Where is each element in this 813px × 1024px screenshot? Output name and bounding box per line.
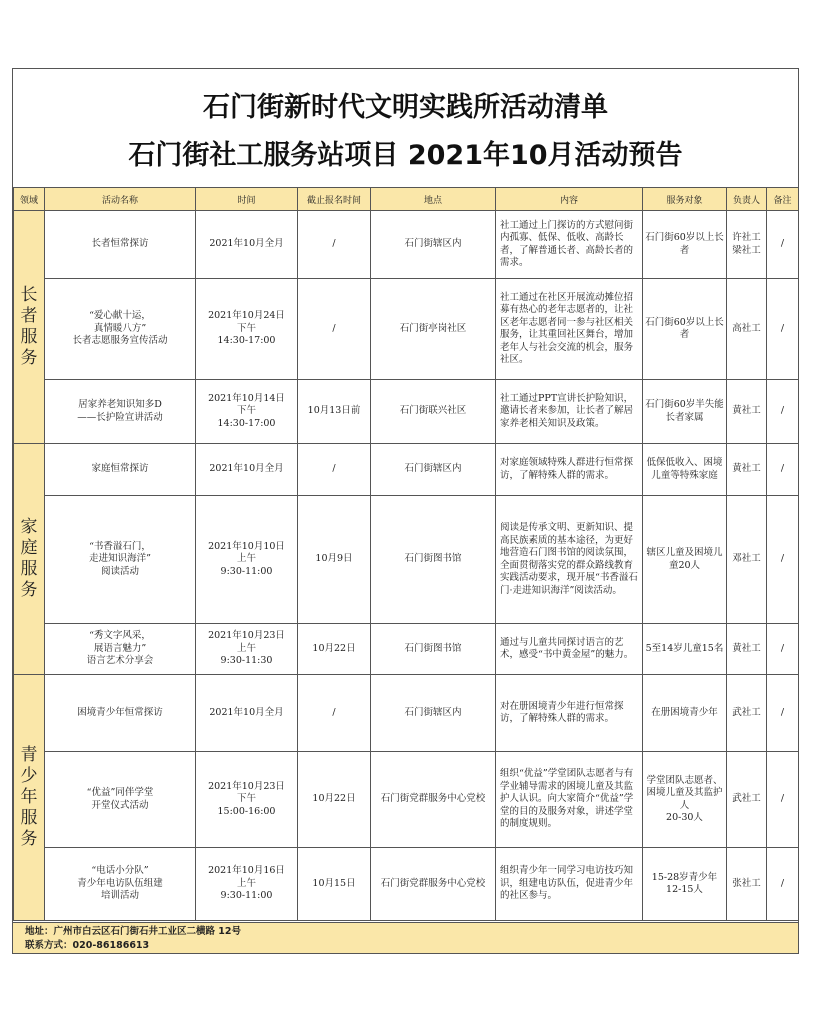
activity-deadline: / (298, 279, 371, 380)
footer-phone: 联系方式：020-86186613 (25, 940, 150, 951)
activity-place: 石门街图书馆 (371, 624, 496, 675)
activity-note: / (767, 496, 799, 624)
activity-target: 石门街60岁半失能长者家属 (643, 380, 727, 444)
activity-target: 石门街60岁以上长者 (643, 279, 727, 380)
activity-name: “电话小分队” 青少年电访队伍组建 培训活动 (45, 848, 196, 921)
activity-note: / (767, 624, 799, 675)
table-row (14, 624, 799, 675)
activity-content: 组织“优益”学堂团队志愿者与有学业辅导需求的困境儿童及其监护人认识。向大家简介“优益”学堂的目的及服务对象，讲述学堂的制度规则。 (496, 752, 643, 848)
table-row (14, 279, 799, 380)
table-row (14, 211, 799, 279)
activity-name: “秀文字风采， 展语言魅力” 语言艺术分享会 (45, 624, 196, 675)
activity-deadline: 10月13日前 (298, 380, 371, 444)
header-content: 内容 (496, 188, 643, 211)
activity-target: 5至14岁儿童15名 (643, 624, 727, 675)
activity-note: / (767, 444, 799, 496)
activity-note: / (767, 279, 799, 380)
header-deadline: 截止报名时间 (298, 188, 371, 211)
table-row (14, 752, 799, 848)
activity-owner: 张社工 (727, 848, 767, 921)
header-domain: 领域 (14, 188, 45, 211)
activity-time: 2021年10月全月 (196, 675, 298, 752)
activity-time: 2021年10月23日 上午 9:30-11:30 (196, 624, 298, 675)
activity-note: / (767, 211, 799, 279)
activity-place: 石门街辖区内 (371, 211, 496, 279)
activity-time: 2021年10月16日 上午 9:30-11:00 (196, 848, 298, 921)
domain-youth: 青 少 年 服 务 (14, 675, 45, 921)
activity-content: 社工通过在社区开展流动摊位招募有热心的老年志愿者的，让社区老年志愿者同一参与社区相关服务，让其重回社区舞台，增加老年人与社会交流的机会，服务社区。 (496, 279, 643, 380)
activity-content: 对家庭领域特殊人群进行恒常探访，了解特殊人群的需求。 (496, 444, 643, 496)
activity-name: 长者恒常探访 (45, 211, 196, 279)
header-place: 地点 (371, 188, 496, 211)
activity-owner: 黄社工 (727, 444, 767, 496)
activity-content: 对在册困境青少年进行恒常探访，了解特殊人群的需求。 (496, 675, 643, 752)
activity-content: 社工通过PPT宣讲长护险知识，邀请长者来参加，让长者了解居家养老相关知识及政策。 (496, 380, 643, 444)
activity-place: 石门街图书馆 (371, 496, 496, 624)
activity-deadline: 10月9日 (298, 496, 371, 624)
activity-time: 2021年10月14日 下午 14:30-17:00 (196, 380, 298, 444)
activity-owner: 武社工 (727, 675, 767, 752)
table-row (14, 444, 799, 496)
activity-place: 石门街党群服务中心党校 (371, 752, 496, 848)
activity-sheet (12, 68, 799, 954)
header-owner: 负责人 (727, 188, 767, 211)
activity-place: 石门街党群服务中心党校 (371, 848, 496, 921)
activity-content: 通过与儿童共同探讨语言的艺术，感受“书中黄金屋”的魅力。 (496, 624, 643, 675)
domain-family: 家 庭 服 务 (14, 444, 45, 675)
activity-time: 2021年10月10日 上午 9:30-11:00 (196, 496, 298, 624)
activity-target: 低保低收入、困境儿童等特殊家庭 (643, 444, 727, 496)
footer-address: 地址：广州市白云区石门街石井工业区二横路 12号 (25, 926, 242, 937)
activity-deadline: 10月22日 (298, 624, 371, 675)
activity-place: 石门街辖区内 (371, 444, 496, 496)
table-header-row (14, 188, 799, 211)
activity-deadline: 10月15日 (298, 848, 371, 921)
header-time: 时间 (196, 188, 298, 211)
header-note: 备注 (767, 188, 799, 211)
table-row (14, 848, 799, 921)
activity-name: “书香溢石门， 走进知识海洋” 阅读活动 (45, 496, 196, 624)
activity-time: 2021年10月全月 (196, 211, 298, 279)
activity-note: / (767, 752, 799, 848)
activity-table (13, 187, 799, 921)
activity-deadline: / (298, 444, 371, 496)
activity-name: 居家养老知识知多D ——长护险宣讲活动 (45, 380, 196, 444)
activity-note: / (767, 675, 799, 752)
table-row (14, 496, 799, 624)
activity-place: 石门街亭岗社区 (371, 279, 496, 380)
activity-time: 2021年10月全月 (196, 444, 298, 496)
activity-name: “优益”同伴学堂 开堂仪式活动 (45, 752, 196, 848)
activity-owner: 武社工 (727, 752, 767, 848)
activity-name: 困境青少年恒常探访 (45, 675, 196, 752)
activity-time: 2021年10月23日 下午 15:00-16:00 (196, 752, 298, 848)
activity-content: 阅读是传承文明、更新知识、提高民族素质的基本途径，为更好地营造石门图书馆的阅读氛围，全面贯彻落实党的群众路线教育实践活动要求，现开展“书香溢石门·走进知识海洋”阅读活动。 (496, 496, 643, 624)
activity-target: 在册困境青少年 (643, 675, 727, 752)
activity-deadline: / (298, 211, 371, 279)
activity-target: 15-28岁青少年 12-15人 (643, 848, 727, 921)
activity-target: 辖区儿童及困境儿童20人 (643, 496, 727, 624)
activity-content: 社工通过上门探访的方式慰问街内孤寡、低保、低收、高龄长者，了解普通长者、高龄长者的需求。 (496, 211, 643, 279)
header-target: 服务对象 (643, 188, 727, 211)
activity-target: 石门街60岁以上长者 (643, 211, 727, 279)
footer-contact (13, 922, 798, 953)
activity-name: 家庭恒常探访 (45, 444, 196, 496)
header-activity-name: 活动名称 (45, 188, 196, 211)
table-row (14, 675, 799, 752)
activity-owner: 高社工 (727, 279, 767, 380)
activity-time: 2021年10月24日 下午 14:30-17:00 (196, 279, 298, 380)
activity-place: 石门街辖区内 (371, 675, 496, 752)
sheet-title: 石门街新时代文明实践所活动清单 (203, 92, 608, 123)
activity-note: / (767, 380, 799, 444)
activity-owner: 许社工 梁社工 (727, 211, 767, 279)
activity-deadline: 10月22日 (298, 752, 371, 848)
activity-note: / (767, 848, 799, 921)
activity-content: 组织青少年一同学习电访技巧知识，组建电访队伍，促进青少年的社区参与。 (496, 848, 643, 921)
domain-elderly: 长 者 服 务 (14, 211, 45, 444)
table-row (14, 380, 799, 444)
sheet-subtitle: 石门街社工服务站项目 2021年10月活动预告 (128, 140, 683, 171)
activity-owner: 邓社工 (727, 496, 767, 624)
activity-place: 石门街联兴社区 (371, 380, 496, 444)
activity-deadline: / (298, 675, 371, 752)
activity-target: 学堂团队志愿者、 困境儿童及其监护人 20-30人 (643, 752, 727, 848)
activity-owner: 黄社工 (727, 380, 767, 444)
activity-name: “爱心献十运， 真情暖八方” 长者志愿服务宣传活动 (45, 279, 196, 380)
activity-owner: 黄社工 (727, 624, 767, 675)
